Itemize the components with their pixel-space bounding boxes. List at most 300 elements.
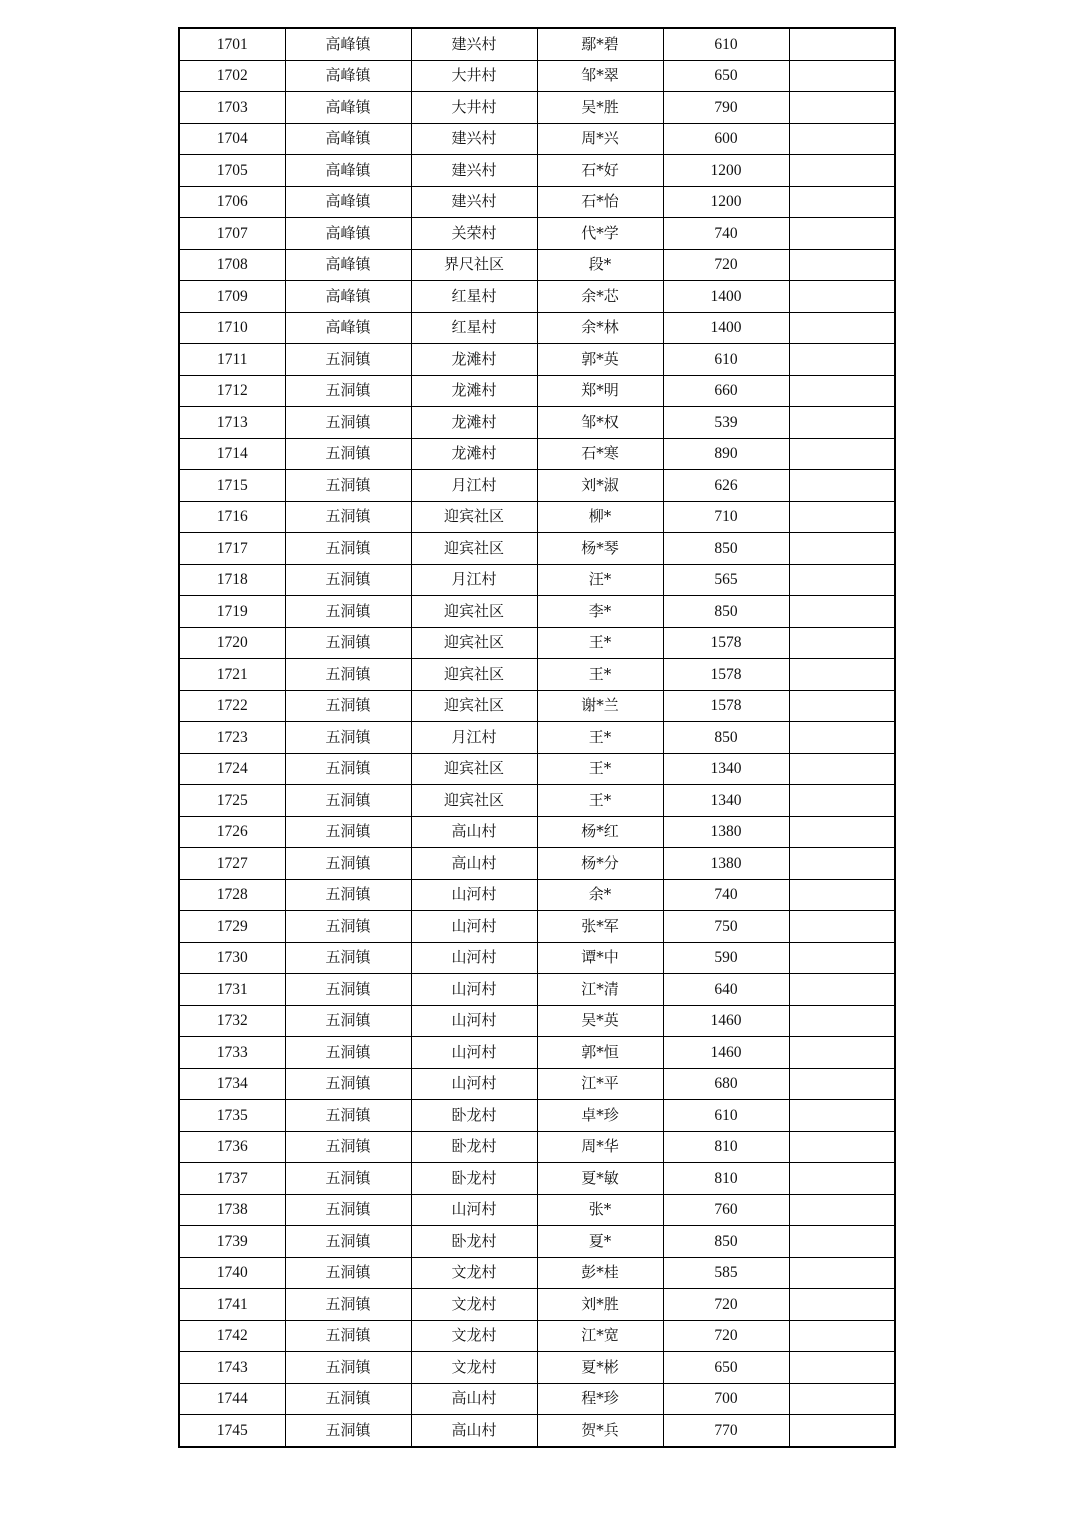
name-cell: 程*珍	[537, 1383, 663, 1415]
amount-cell: 650	[663, 1352, 789, 1384]
row-number-cell: 1728	[179, 879, 285, 911]
remark-cell	[789, 596, 895, 628]
village-cell: 迎宾社区	[411, 785, 537, 817]
town-cell: 五洞镇	[285, 1415, 411, 1447]
table-row	[179, 1037, 895, 1069]
amount-cell: 1578	[663, 659, 789, 691]
table-row	[179, 60, 895, 92]
row-number-cell: 1711	[179, 344, 285, 376]
row-number-cell: 1736	[179, 1131, 285, 1163]
row-number-cell: 1721	[179, 659, 285, 691]
amount-cell: 1380	[663, 848, 789, 880]
amount-cell: 850	[663, 596, 789, 628]
table-row	[179, 123, 895, 155]
row-number-cell: 1706	[179, 186, 285, 218]
row-number-cell: 1704	[179, 123, 285, 155]
town-cell: 五洞镇	[285, 690, 411, 722]
name-cell: 邹*翠	[537, 60, 663, 92]
village-cell: 建兴村	[411, 123, 537, 155]
row-number-cell: 1743	[179, 1352, 285, 1384]
table-row	[179, 249, 895, 281]
name-cell: 吴*胜	[537, 92, 663, 124]
town-cell: 五洞镇	[285, 753, 411, 785]
village-cell: 山河村	[411, 1194, 537, 1226]
table-row	[179, 1289, 895, 1321]
town-cell: 五洞镇	[285, 533, 411, 565]
town-cell: 五洞镇	[285, 722, 411, 754]
town-cell: 五洞镇	[285, 438, 411, 470]
village-cell: 卧龙村	[411, 1226, 537, 1258]
town-cell: 五洞镇	[285, 501, 411, 533]
amount-cell: 850	[663, 1226, 789, 1258]
name-cell: 余*林	[537, 312, 663, 344]
remark-cell	[789, 816, 895, 848]
town-cell: 高峰镇	[285, 60, 411, 92]
table-row	[179, 438, 895, 470]
name-cell: 吴*英	[537, 1005, 663, 1037]
name-cell: 王*	[537, 722, 663, 754]
table-row	[179, 1415, 895, 1447]
town-cell: 高峰镇	[285, 155, 411, 187]
town-cell: 五洞镇	[285, 1163, 411, 1195]
remark-cell	[789, 1100, 895, 1132]
row-number-cell: 1708	[179, 249, 285, 281]
row-number-cell: 1709	[179, 281, 285, 313]
town-cell: 高峰镇	[285, 312, 411, 344]
row-number-cell: 1713	[179, 407, 285, 439]
town-cell: 五洞镇	[285, 1068, 411, 1100]
village-cell: 卧龙村	[411, 1100, 537, 1132]
remark-cell	[789, 501, 895, 533]
amount-cell: 1400	[663, 281, 789, 313]
town-cell: 五洞镇	[285, 1320, 411, 1352]
row-number-cell: 1718	[179, 564, 285, 596]
name-cell: 卓*珍	[537, 1100, 663, 1132]
remark-cell	[789, 1037, 895, 1069]
name-cell: 张*	[537, 1194, 663, 1226]
remark-cell	[789, 281, 895, 313]
table-row	[179, 92, 895, 124]
remark-cell	[789, 1068, 895, 1100]
row-number-cell: 1714	[179, 438, 285, 470]
name-cell: 杨*红	[537, 816, 663, 848]
village-cell: 山河村	[411, 1068, 537, 1100]
remark-cell	[789, 564, 895, 596]
name-cell: 刘*淑	[537, 470, 663, 502]
remark-cell	[789, 1415, 895, 1447]
table-row	[179, 281, 895, 313]
amount-cell: 850	[663, 533, 789, 565]
row-number-cell: 1701	[179, 28, 285, 60]
remark-cell	[789, 974, 895, 1006]
village-cell: 迎宾社区	[411, 627, 537, 659]
remark-cell	[789, 1289, 895, 1321]
amount-cell: 750	[663, 911, 789, 943]
name-cell: 谢*兰	[537, 690, 663, 722]
town-cell: 五洞镇	[285, 470, 411, 502]
table-row	[179, 1131, 895, 1163]
remark-cell	[789, 470, 895, 502]
village-cell: 大井村	[411, 60, 537, 92]
village-cell: 山河村	[411, 879, 537, 911]
remark-cell	[789, 438, 895, 470]
remark-cell	[789, 407, 895, 439]
remark-cell	[789, 123, 895, 155]
remark-cell	[789, 627, 895, 659]
row-number-cell: 1720	[179, 627, 285, 659]
town-cell: 五洞镇	[285, 1037, 411, 1069]
remark-cell	[789, 218, 895, 250]
table-row	[179, 28, 895, 60]
village-cell: 月江村	[411, 722, 537, 754]
table-row	[179, 1383, 895, 1415]
village-cell: 建兴村	[411, 28, 537, 60]
table-row	[179, 911, 895, 943]
village-cell: 山河村	[411, 911, 537, 943]
name-cell: 代*学	[537, 218, 663, 250]
remark-cell	[789, 1226, 895, 1258]
amount-cell: 720	[663, 1289, 789, 1321]
remark-cell	[789, 28, 895, 60]
town-cell: 五洞镇	[285, 375, 411, 407]
table-row	[179, 344, 895, 376]
name-cell: 余*	[537, 879, 663, 911]
name-cell: 王*	[537, 627, 663, 659]
town-cell: 五洞镇	[285, 1194, 411, 1226]
row-number-cell: 1719	[179, 596, 285, 628]
table-row	[179, 1163, 895, 1195]
amount-cell: 626	[663, 470, 789, 502]
village-cell: 文龙村	[411, 1352, 537, 1384]
table-row	[179, 186, 895, 218]
village-cell: 大井村	[411, 92, 537, 124]
name-cell: 李*	[537, 596, 663, 628]
name-cell: 段*	[537, 249, 663, 281]
row-number-cell: 1731	[179, 974, 285, 1006]
row-number-cell: 1729	[179, 911, 285, 943]
name-cell: 余*芯	[537, 281, 663, 313]
table-row	[179, 155, 895, 187]
amount-cell: 810	[663, 1131, 789, 1163]
amount-cell: 1578	[663, 690, 789, 722]
town-cell: 五洞镇	[285, 974, 411, 1006]
town-cell: 高峰镇	[285, 92, 411, 124]
amount-cell: 890	[663, 438, 789, 470]
remark-cell	[789, 785, 895, 817]
name-cell: 邹*权	[537, 407, 663, 439]
row-number-cell: 1740	[179, 1257, 285, 1289]
row-number-cell: 1732	[179, 1005, 285, 1037]
name-cell: 江*清	[537, 974, 663, 1006]
name-cell: 夏*	[537, 1226, 663, 1258]
village-cell: 迎宾社区	[411, 501, 537, 533]
name-cell: 王*	[537, 753, 663, 785]
name-cell: 江*平	[537, 1068, 663, 1100]
name-cell: 王*	[537, 659, 663, 691]
village-cell: 建兴村	[411, 186, 537, 218]
village-cell: 红星村	[411, 281, 537, 313]
name-cell: 夏*敏	[537, 1163, 663, 1195]
amount-cell: 1400	[663, 312, 789, 344]
remark-cell	[789, 344, 895, 376]
town-cell: 五洞镇	[285, 627, 411, 659]
village-cell: 文龙村	[411, 1289, 537, 1321]
village-cell: 龙滩村	[411, 407, 537, 439]
amount-cell: 850	[663, 722, 789, 754]
town-cell: 高峰镇	[285, 123, 411, 155]
village-cell: 山河村	[411, 974, 537, 1006]
name-cell: 石*怡	[537, 186, 663, 218]
table-row	[179, 1194, 895, 1226]
town-cell: 高峰镇	[285, 186, 411, 218]
amount-cell: 680	[663, 1068, 789, 1100]
name-cell: 汪*	[537, 564, 663, 596]
town-cell: 五洞镇	[285, 344, 411, 376]
remark-cell	[789, 1005, 895, 1037]
row-number-cell: 1712	[179, 375, 285, 407]
table-row	[179, 848, 895, 880]
amount-cell: 650	[663, 60, 789, 92]
village-cell: 关荣村	[411, 218, 537, 250]
name-cell: 彭*桂	[537, 1257, 663, 1289]
table-row	[179, 564, 895, 596]
table-row	[179, 1100, 895, 1132]
town-cell: 五洞镇	[285, 816, 411, 848]
row-number-cell: 1745	[179, 1415, 285, 1447]
amount-cell: 1200	[663, 186, 789, 218]
row-number-cell: 1705	[179, 155, 285, 187]
amount-cell: 760	[663, 1194, 789, 1226]
row-number-cell: 1739	[179, 1226, 285, 1258]
row-number-cell: 1726	[179, 816, 285, 848]
village-cell: 迎宾社区	[411, 690, 537, 722]
amount-cell: 1460	[663, 1005, 789, 1037]
remark-cell	[789, 1163, 895, 1195]
name-cell: 王*	[537, 785, 663, 817]
name-cell: 石*寒	[537, 438, 663, 470]
row-number-cell: 1710	[179, 312, 285, 344]
remark-cell	[789, 659, 895, 691]
row-number-cell: 1724	[179, 753, 285, 785]
amount-cell: 1340	[663, 753, 789, 785]
table-row	[179, 722, 895, 754]
row-number-cell: 1735	[179, 1100, 285, 1132]
row-number-cell: 1738	[179, 1194, 285, 1226]
table-row	[179, 974, 895, 1006]
amount-cell: 539	[663, 407, 789, 439]
name-cell: 周*兴	[537, 123, 663, 155]
remark-cell	[789, 533, 895, 565]
remark-cell	[789, 879, 895, 911]
village-cell: 高山村	[411, 848, 537, 880]
row-number-cell: 1703	[179, 92, 285, 124]
table-row	[179, 1226, 895, 1258]
table-row	[179, 690, 895, 722]
remark-cell	[789, 1352, 895, 1384]
row-number-cell: 1716	[179, 501, 285, 533]
remark-cell	[789, 690, 895, 722]
town-cell: 五洞镇	[285, 1226, 411, 1258]
town-cell: 五洞镇	[285, 1257, 411, 1289]
table-row	[179, 533, 895, 565]
name-cell: 石*好	[537, 155, 663, 187]
village-cell: 月江村	[411, 470, 537, 502]
remark-cell	[789, 848, 895, 880]
village-cell: 龙滩村	[411, 375, 537, 407]
town-cell: 五洞镇	[285, 879, 411, 911]
village-cell: 卧龙村	[411, 1163, 537, 1195]
town-cell: 五洞镇	[285, 1005, 411, 1037]
row-number-cell: 1744	[179, 1383, 285, 1415]
row-number-cell: 1730	[179, 942, 285, 974]
amount-cell: 810	[663, 1163, 789, 1195]
village-cell: 迎宾社区	[411, 659, 537, 691]
amount-cell: 660	[663, 375, 789, 407]
town-cell: 高峰镇	[285, 249, 411, 281]
village-cell: 月江村	[411, 564, 537, 596]
table-row	[179, 753, 895, 785]
remark-cell	[789, 753, 895, 785]
town-cell: 五洞镇	[285, 1383, 411, 1415]
village-cell: 红星村	[411, 312, 537, 344]
table-row	[179, 218, 895, 250]
row-number-cell: 1707	[179, 218, 285, 250]
name-cell: 杨*琴	[537, 533, 663, 565]
town-cell: 高峰镇	[285, 281, 411, 313]
amount-cell: 790	[663, 92, 789, 124]
amount-cell: 710	[663, 501, 789, 533]
name-cell: 谭*中	[537, 942, 663, 974]
name-cell: 杨*分	[537, 848, 663, 880]
data-table	[178, 27, 896, 1448]
amount-cell: 1340	[663, 785, 789, 817]
table-row	[179, 375, 895, 407]
amount-cell: 720	[663, 1320, 789, 1352]
row-number-cell: 1737	[179, 1163, 285, 1195]
remark-cell	[789, 1383, 895, 1415]
table-row	[179, 1257, 895, 1289]
table-row	[179, 942, 895, 974]
amount-cell: 720	[663, 249, 789, 281]
remark-cell	[789, 942, 895, 974]
town-cell: 高峰镇	[285, 218, 411, 250]
name-cell: 张*军	[537, 911, 663, 943]
name-cell: 柳*	[537, 501, 663, 533]
village-cell: 山河村	[411, 1037, 537, 1069]
town-cell: 五洞镇	[285, 564, 411, 596]
village-cell: 山河村	[411, 942, 537, 974]
town-cell: 五洞镇	[285, 1289, 411, 1321]
amount-cell: 610	[663, 28, 789, 60]
village-cell: 高山村	[411, 1383, 537, 1415]
town-cell: 高峰镇	[285, 28, 411, 60]
table-row	[179, 1068, 895, 1100]
amount-cell: 700	[663, 1383, 789, 1415]
remark-cell	[789, 375, 895, 407]
table-row	[179, 312, 895, 344]
table-row	[179, 879, 895, 911]
town-cell: 五洞镇	[285, 407, 411, 439]
row-number-cell: 1723	[179, 722, 285, 754]
amount-cell: 585	[663, 1257, 789, 1289]
table-row	[179, 407, 895, 439]
village-cell: 文龙村	[411, 1257, 537, 1289]
town-cell: 五洞镇	[285, 1131, 411, 1163]
remark-cell	[789, 92, 895, 124]
amount-cell: 740	[663, 879, 789, 911]
amount-cell: 640	[663, 974, 789, 1006]
town-cell: 五洞镇	[285, 659, 411, 691]
name-cell: 郭*英	[537, 344, 663, 376]
village-cell: 界尺社区	[411, 249, 537, 281]
name-cell: 刘*胜	[537, 1289, 663, 1321]
table-row	[179, 659, 895, 691]
village-cell: 龙滩村	[411, 438, 537, 470]
row-number-cell: 1722	[179, 690, 285, 722]
row-number-cell: 1725	[179, 785, 285, 817]
remark-cell	[789, 911, 895, 943]
village-cell: 高山村	[411, 1415, 537, 1447]
village-cell: 高山村	[411, 816, 537, 848]
amount-cell: 740	[663, 218, 789, 250]
village-cell: 卧龙村	[411, 1131, 537, 1163]
row-number-cell: 1717	[179, 533, 285, 565]
town-cell: 五洞镇	[285, 942, 411, 974]
row-number-cell: 1702	[179, 60, 285, 92]
table-row	[179, 1352, 895, 1384]
village-cell: 建兴村	[411, 155, 537, 187]
name-cell: 郭*恒	[537, 1037, 663, 1069]
table-body	[179, 28, 895, 1447]
town-cell: 五洞镇	[285, 1100, 411, 1132]
row-number-cell: 1742	[179, 1320, 285, 1352]
table-row	[179, 470, 895, 502]
table-row	[179, 816, 895, 848]
village-cell: 迎宾社区	[411, 753, 537, 785]
amount-cell: 600	[663, 123, 789, 155]
name-cell: 郑*明	[537, 375, 663, 407]
remark-cell	[789, 155, 895, 187]
town-cell: 五洞镇	[285, 785, 411, 817]
remark-cell	[789, 1194, 895, 1226]
name-cell: 鄢*碧	[537, 28, 663, 60]
name-cell: 夏*彬	[537, 1352, 663, 1384]
row-number-cell: 1733	[179, 1037, 285, 1069]
town-cell: 五洞镇	[285, 596, 411, 628]
remark-cell	[789, 1320, 895, 1352]
remark-cell	[789, 1257, 895, 1289]
amount-cell: 610	[663, 344, 789, 376]
town-cell: 五洞镇	[285, 911, 411, 943]
remark-cell	[789, 722, 895, 754]
table-row	[179, 596, 895, 628]
village-cell: 迎宾社区	[411, 533, 537, 565]
remark-cell	[789, 312, 895, 344]
village-cell: 山河村	[411, 1005, 537, 1037]
remark-cell	[789, 60, 895, 92]
row-number-cell: 1734	[179, 1068, 285, 1100]
table-row	[179, 785, 895, 817]
amount-cell: 1200	[663, 155, 789, 187]
amount-cell: 590	[663, 942, 789, 974]
town-cell: 五洞镇	[285, 1352, 411, 1384]
table-row	[179, 627, 895, 659]
name-cell: 周*华	[537, 1131, 663, 1163]
remark-cell	[789, 249, 895, 281]
name-cell: 贺*兵	[537, 1415, 663, 1447]
amount-cell: 770	[663, 1415, 789, 1447]
amount-cell: 565	[663, 564, 789, 596]
